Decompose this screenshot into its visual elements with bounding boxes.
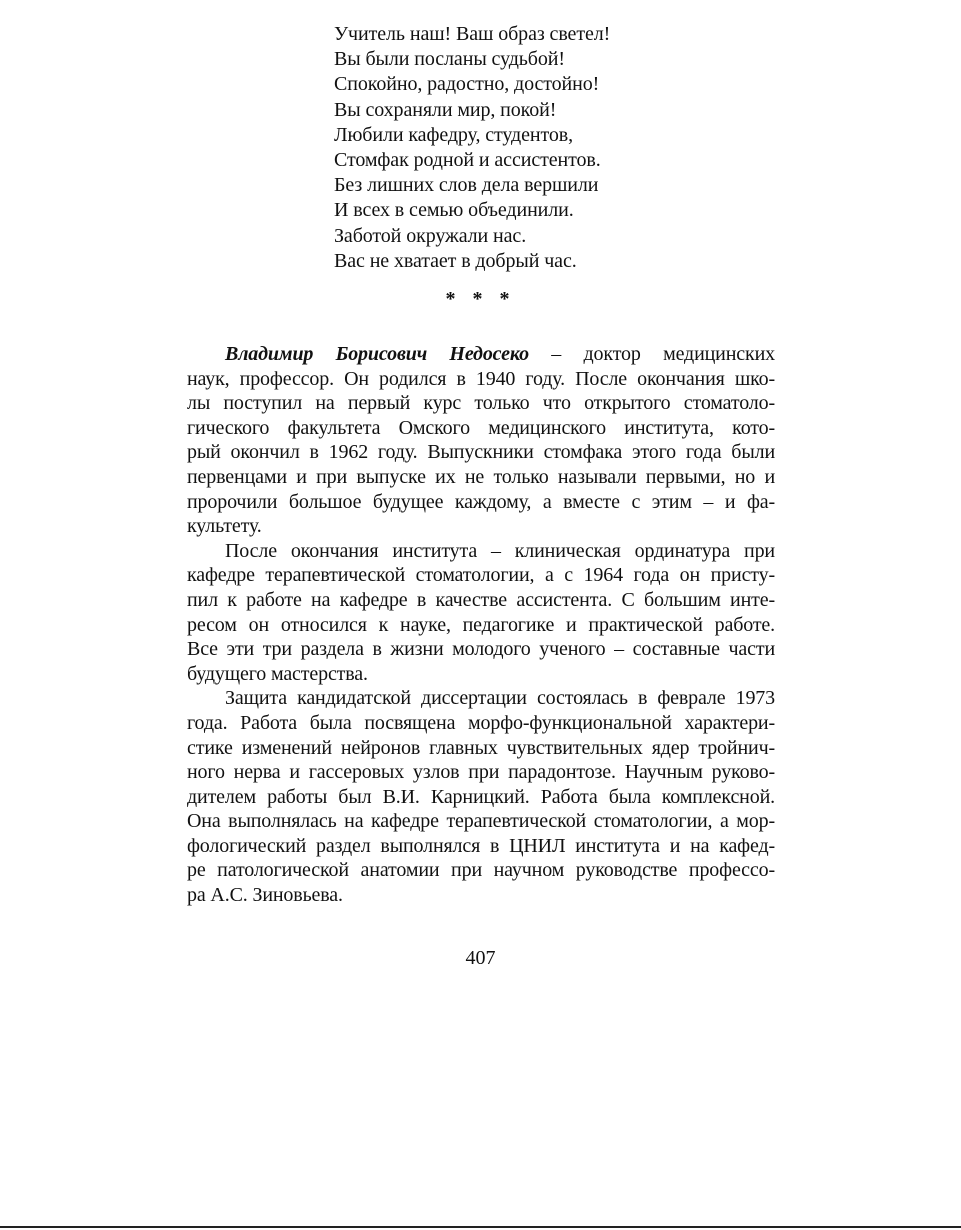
poem-line: Заботой окружали нас. (334, 224, 527, 247)
poem-line: Вас не хватает в добрый час. (334, 249, 577, 272)
paragraph-line: наук, профессор. Он родился в 1940 году. После окончания шко- (187, 367, 775, 390)
poem-line: Спокойно, радостно, достойно! (334, 73, 600, 96)
paragraph-line: первенцами и при выпуске их не только называли первыми, но и (187, 465, 775, 488)
paragraph-line: дителем работы был В.И. Карницкий. Работа была комплексной. (187, 785, 775, 808)
poem-line: Вы сохраняли мир, покой! (334, 98, 557, 121)
paragraph-line: кафедре терапевтической стоматологии, а с 1964 года он присту- (187, 564, 775, 587)
paragraph-line: будущего мастерства. (187, 662, 368, 685)
paragraph-line: ного нерва и гассеровых узлов при парадонтозе. Научным руково- (187, 761, 775, 784)
paragraph-text: – доктор медицинских (528, 343, 775, 365)
paragraph-line: Все эти три раздела в жизни молодого ученого – составные части (187, 638, 775, 661)
article-body (187, 342, 775, 908)
paragraph-line: культету. (187, 515, 262, 538)
paragraph-line: стике изменений нейронов главных чувствительных ядер тройнич- (187, 736, 775, 759)
author-name: Владимир Борисович Недосеко (225, 343, 529, 365)
scan-bottom-edge (0, 1226, 961, 1228)
paragraph-line: пророчили большое будущее каждому, а вместе с этим – и фа- (187, 490, 775, 513)
paragraph-line: ре патологической анатомии при научном руководстве профессо- (187, 859, 775, 882)
paragraph-line: пил к работе на кафедре в качестве ассистента. С большим инте- (187, 588, 775, 611)
poem-line: Стомфак родной и ассистентов. (334, 149, 601, 172)
poem-line: Вы были посланы судьбой! (334, 48, 565, 71)
poem-line: И всех в семью объединили. (334, 199, 574, 222)
paragraph-line: фологический раздел выполнялся в ЦНИЛ института и на кафед- (187, 834, 775, 857)
paragraph-line: ресом он относился к науке, педагогике и практической работе. (187, 613, 775, 636)
paragraph-line: рый окончил в 1962 году. Выпускники стомфака этого года были (187, 441, 775, 464)
paragraph-line: лы поступил на первый курс только что открытого стоматоло- (187, 392, 775, 415)
paragraph-line: Защита кандидатской диссертации состоялась в феврале 1973 (225, 687, 775, 710)
paragraph-line: ра А.С. Зиновьева. (187, 884, 343, 907)
paragraph-line (187, 342, 775, 367)
poem-line: Без лишних слов дела вершили (334, 174, 599, 197)
paragraph-line: гического факультета Омского медицинского института, кото- (187, 416, 775, 439)
paragraph-line: года. Работа была посвящена морфо-функциональной характери- (187, 711, 775, 734)
paragraph-line: Она выполнялась на кафедре терапевтической стоматологии, а мор- (187, 810, 775, 833)
section-separator: * * * (445, 288, 516, 310)
poem-line: Любили кафедру, студентов, (334, 123, 574, 146)
paragraph-line: После окончания института – клиническая ординатура при (225, 539, 775, 562)
poem-line: Учитель наш! Ваш образ светел! (334, 23, 611, 45)
poem (334, 22, 754, 274)
page-number: 407 (465, 947, 496, 969)
